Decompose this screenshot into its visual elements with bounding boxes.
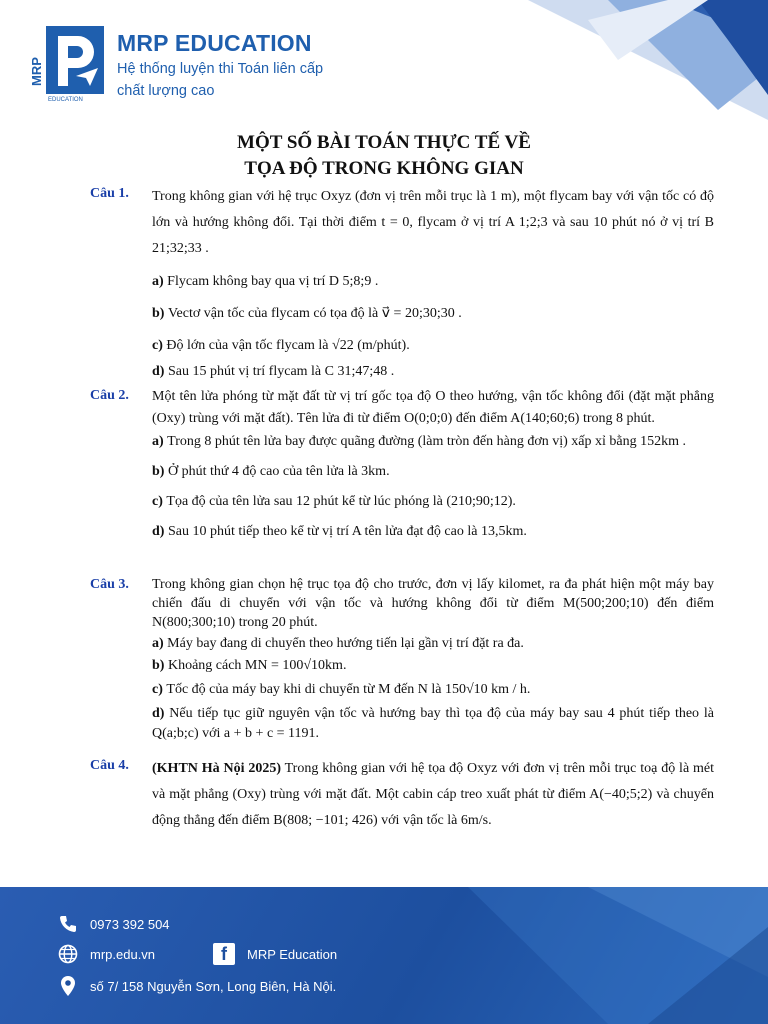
option-tag: c) <box>152 338 167 353</box>
brand-name: MRP EDUCATION <box>117 30 312 56</box>
option-d: d) Sau 15 phút vị trí flycam là C 31;47;48 . <box>152 364 395 379</box>
option-c: c) Độ lớn của vận tốc flycam là √22 (m/phút). <box>152 338 410 353</box>
svg-text:EDUCATION: EDUCATION <box>48 97 83 103</box>
page-title-line-1: MỘT SỐ BÀI TOÁN THỰC TẾ VỀ <box>237 132 531 153</box>
footer <box>0 887 768 1024</box>
facebook-icon: f <box>213 943 235 965</box>
option-c: c) Tốc độ của máy bay khi di chuyển từ M đến N là 150√10 km / h. <box>152 682 531 697</box>
svg-text:MRP: MRP <box>29 57 44 86</box>
option-c: c) Tọa độ của tên lửa sau 12 phút kể từ lúc phóng là (210;90;12). <box>152 494 516 509</box>
option-tag: b) <box>152 306 168 321</box>
question-label: Câu 4. <box>90 758 129 773</box>
option-a: a) Trong 8 phút tên lửa bay được quãng đường (làm tròn đến hàng đơn vị) xấp xỉ bằng 152km . <box>152 434 686 449</box>
page-title-line-2: TỌA ĐỘ TRONG KHÔNG GIAN <box>244 158 524 179</box>
phone-icon <box>58 914 78 934</box>
option-tag: d) <box>152 706 170 721</box>
question-label: Câu 1. <box>90 186 129 201</box>
brand-tagline-2: chất lượng cao <box>117 83 215 99</box>
footer-address-text: số 7/ 158 Nguyễn Sơn, Long Biên, Hà Nội. <box>90 978 337 994</box>
footer-facebook[interactable] <box>213 943 337 965</box>
option-a: a) Flycam không bay qua vị trí D 5;8;9 . <box>152 274 379 289</box>
option-d: d) Nếu tiếp tục giữ nguyên vận tốc và hướng bay thì tọa độ của máy bay sau 4 phút tiếp theo là Q(a;b;c) với a + b + c = 1191. <box>152 706 714 741</box>
option-a: a) Máy bay đang di chuyển theo hướng tiến lại gần vị trí đặt ra đa. <box>152 636 524 651</box>
option-b: b) Ở phút thứ 4 độ cao của tên lửa là 3km. <box>152 464 390 479</box>
option-d: d) Sau 10 phút tiếp theo kể từ vị trí A tên lửa đạt độ cao là 13,5km. <box>152 524 527 539</box>
brand-block <box>117 30 437 101</box>
footer-address <box>58 975 336 997</box>
footer-website[interactable] <box>58 944 155 964</box>
footer-phone[interactable] <box>58 914 170 934</box>
option-tag: b) <box>152 464 168 479</box>
mrp-logo <box>29 24 108 103</box>
option-tag: c) <box>152 494 167 509</box>
option-b: b) Khoảng cách MN = 100√10km. <box>152 658 347 673</box>
question-source: (KHTN Hà Nội 2025) <box>152 761 282 776</box>
option-tag: b) <box>152 658 168 673</box>
question-stem: Trong không gian với hệ trục Oxyz (đơn vị trên mỗi trục là 1 m), một flycam bay với vận tốc có độ lớn và hướng không đổi. Tại thời điểm t = 0, flycam ở vị trí A 1;2;3 và sau 10 phút nó ở vị trí B 21;32;33 . <box>152 189 714 256</box>
footer-decoration <box>348 887 768 1024</box>
question-stem: Trong không gian chọn hệ trục tọa độ cho trước, đơn vị lấy kilomet, ra đa phát hiện một máy bay chiến đấu di chuyển với vận tốc và hướng không đổi từ điểm M(500;200;10) đến điểm N(800;300;10) trong 20 phút. <box>152 577 714 630</box>
option-tag: c) <box>152 682 167 697</box>
brand-tagline-1: Hệ thống luyện thi Toán liên cấp <box>117 61 324 77</box>
option-tag: a) <box>152 274 168 289</box>
option-b: b) Vectơ vận tốc của flycam có tọa độ là v⃗ = 20;30;30 . <box>152 306 462 321</box>
option-tag: a) <box>152 434 168 449</box>
footer-facebook-text: MRP Education <box>247 946 338 962</box>
footer-website-text: mrp.edu.vn <box>90 946 156 962</box>
option-tag: a) <box>152 636 168 651</box>
footer-phone-text: 0973 392 504 <box>90 916 170 932</box>
question-label: Câu 2. <box>90 388 129 403</box>
question-label: Câu 3. <box>90 577 129 592</box>
question-stem: Trong không gian với hệ tọa độ Oxyz với đơn vị trên mỗi trục toạ độ là mét và mặt phẳng (Oxy) trùng với mặt đất. Một cabin cáp treo xuất phát từ điểm A(−40;5;2) và chuyển động thẳng đến điểm B(808; −101; 426) với vận tốc là 6m/s. <box>152 761 715 828</box>
globe-icon <box>58 944 78 964</box>
location-pin-icon <box>58 975 78 997</box>
option-tag: d) <box>152 524 168 539</box>
question-stem: Một tên lửa phóng từ mặt đất từ vị trí gốc tọa độ O theo hướng, vận tốc không đổi (đặt mặt phẳng (Oxy) trùng với mặt đất). Tên lửa đi từ điểm O(0;0;0) đến điểm A(140;60;6) trong 8 phút. <box>152 389 714 426</box>
option-tag: d) <box>152 364 168 379</box>
